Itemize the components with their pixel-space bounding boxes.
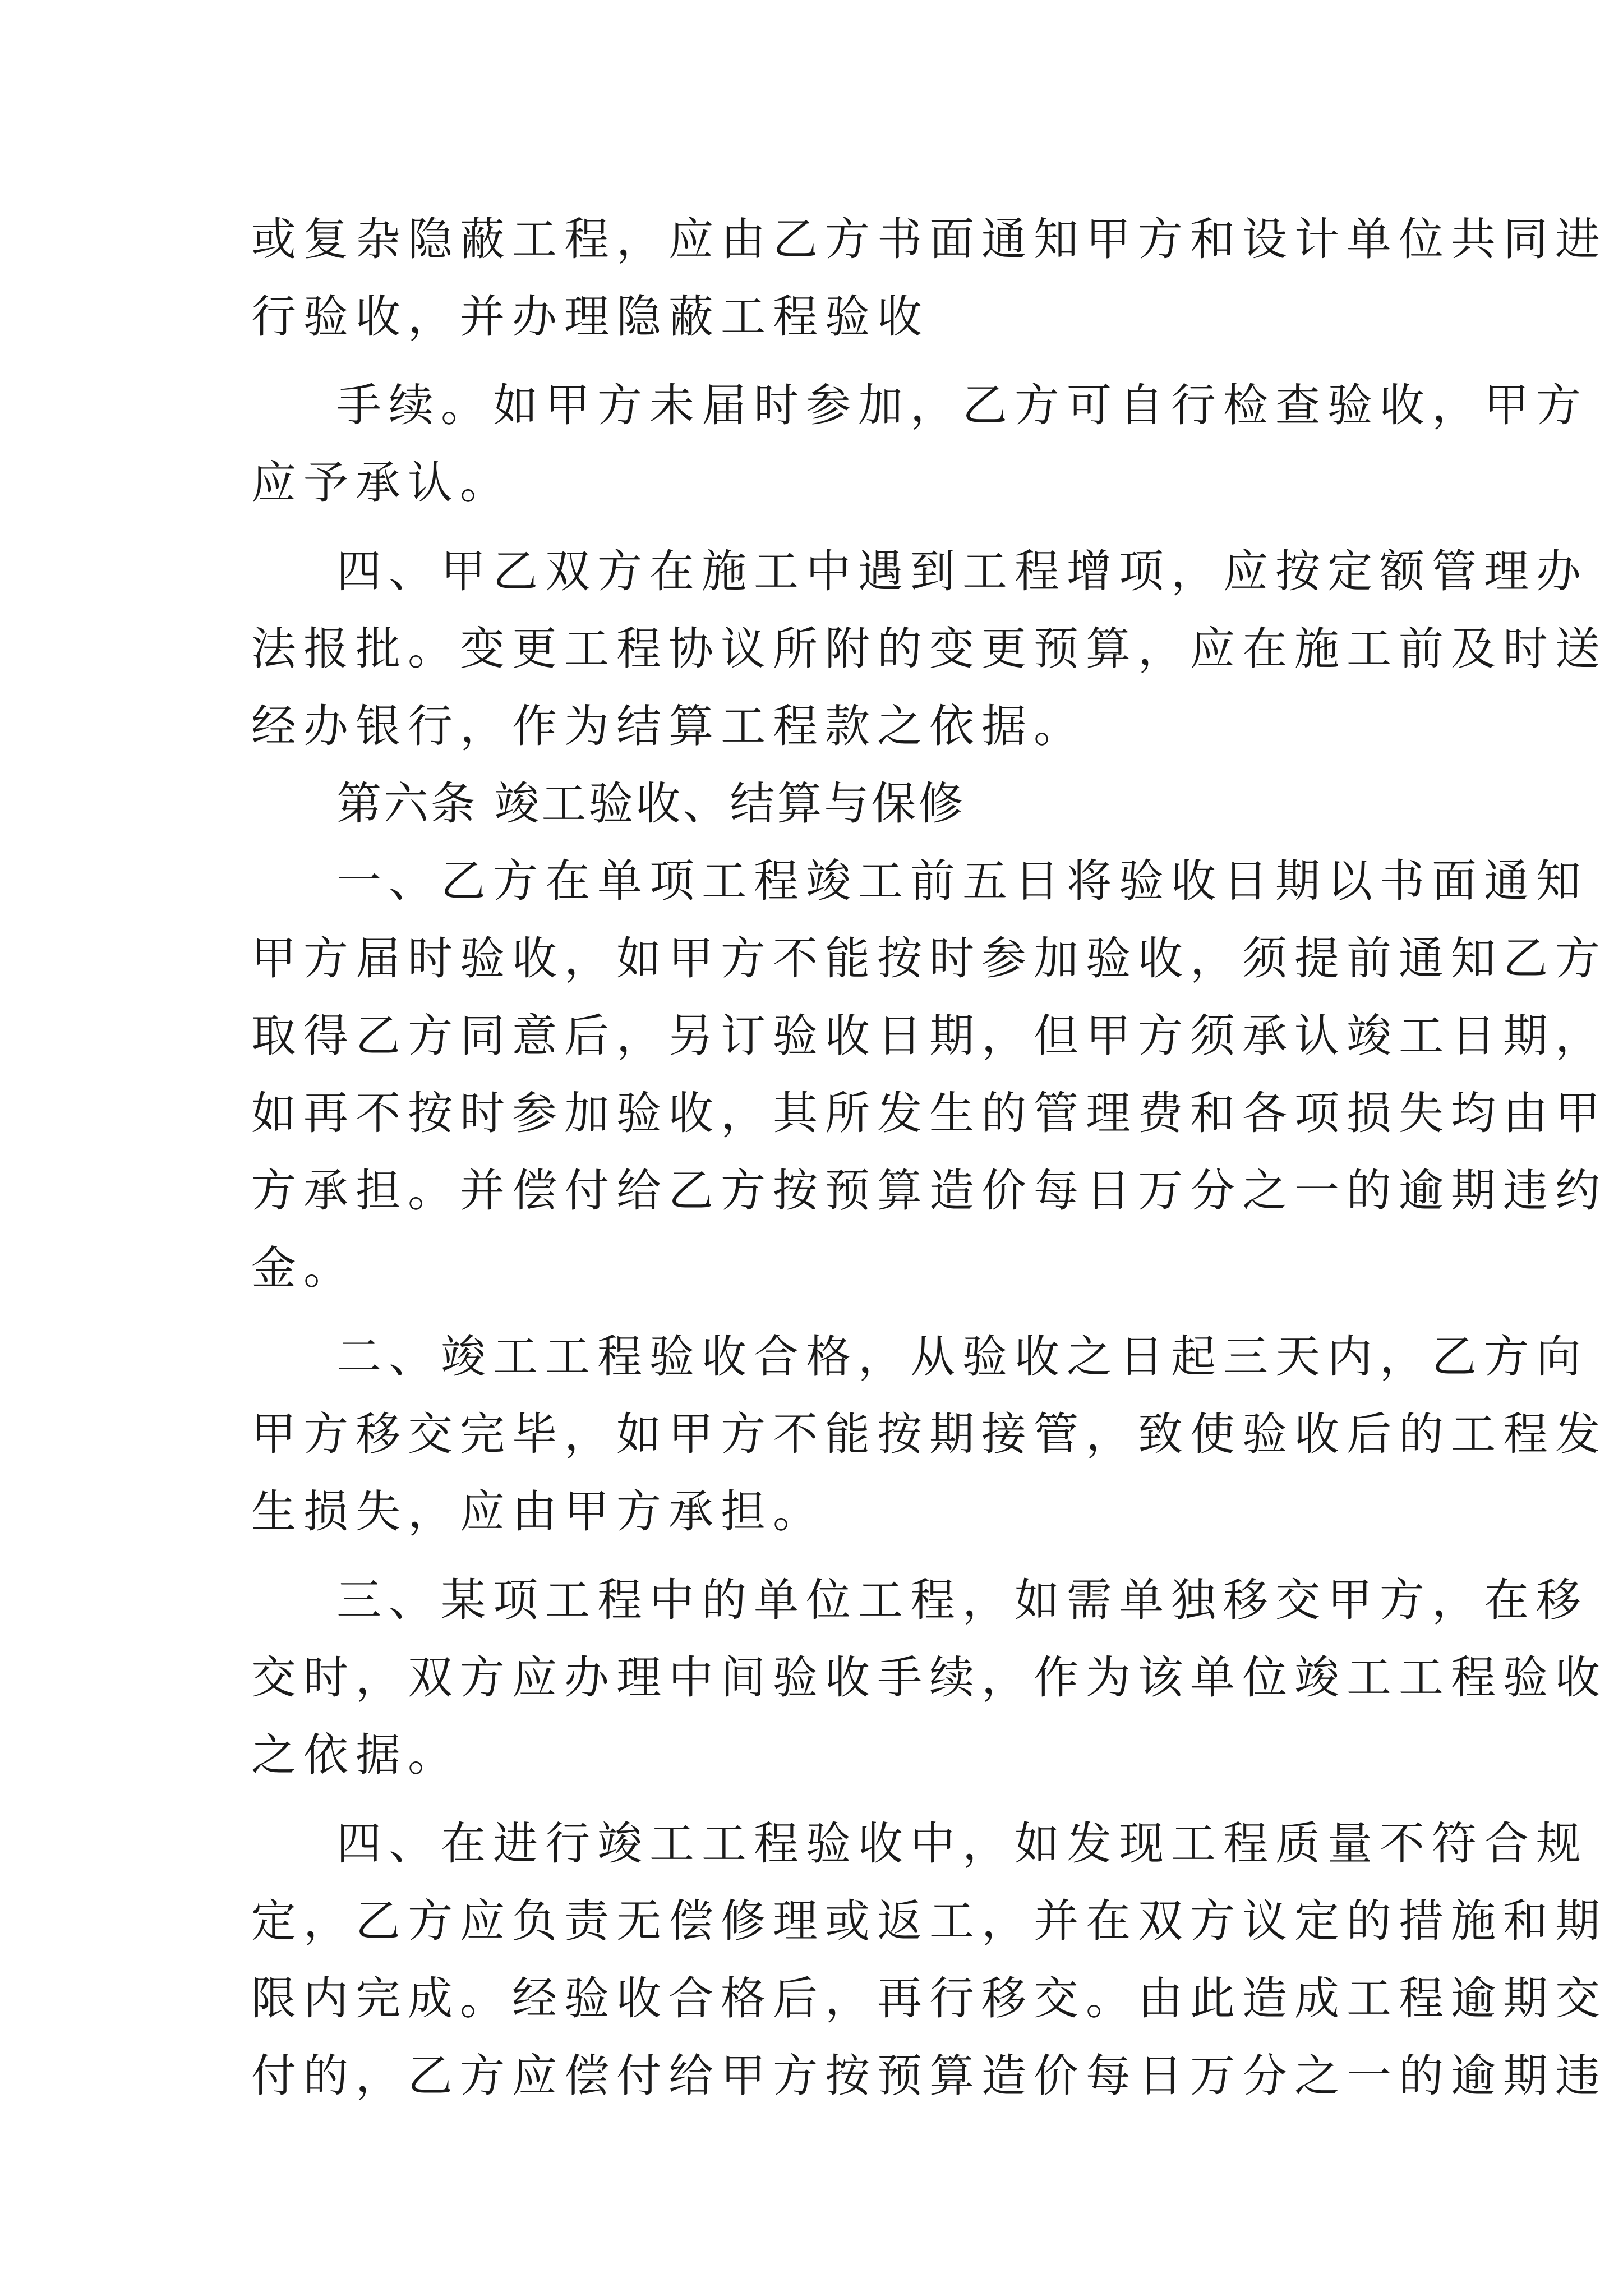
text-line: 交时，双方应办理中间验收手续，作为该单位竣工工程验收 [251, 1651, 1607, 1704]
paragraph [251, 1805, 1607, 2115]
text-line: 四、在进行竣工工程验收中，如发现工程质量不符合规 [336, 1818, 1588, 1870]
text-line: 一、乙方在单项工程竣工前五日将验收日期以书面通知 [336, 855, 1588, 907]
text-line: 行验收，并办理隐蔽工程验收 [251, 291, 929, 343]
text-line: 应予承认。 [251, 457, 512, 509]
text-line: 甲方届时验收，如甲方不能按时参加验收，须提前通知乙方 [251, 932, 1607, 984]
text-line: 甲方移交完毕，如甲方不能按期接管，致使验收后的工程发 [251, 1408, 1607, 1460]
text-line: 二、竣工工程验收合格，从验收之日起三天内，乙方向 [336, 1331, 1588, 1383]
text-line: 或复杂隐蔽工程，应由乙方书面通知甲方和设计单位共同进 [251, 213, 1607, 265]
text-line: 生损失，应由甲方承担。 [251, 1485, 825, 1538]
text-line: 方承担。并偿付给乙方按预算造价每日万分之一的逾期违约 [251, 1165, 1607, 1217]
text-line: 限内完成。经验收合格后，再行移交。由此造成工程逾期交 [251, 1972, 1607, 2024]
paragraph [251, 1318, 1607, 1550]
text-line: 法报批。变更工程协议所附的变更预算，应在施工前及时送 [251, 623, 1607, 675]
text-line: 之依据。 [251, 1729, 460, 1781]
document-body [251, 201, 1607, 2115]
paragraph [251, 201, 1607, 356]
text-line: 四、甲乙双方在施工中遇到工程增项，应按定额管理办 [336, 545, 1588, 597]
paragraph [251, 1562, 1607, 1794]
text-line: 第六条 竣工验收、结算与保修 [336, 777, 966, 830]
text-line: 金。 [251, 1242, 356, 1294]
text-line: 付的，乙方应偿付给甲方按预算造价每日万分之一的逾期违 [251, 2050, 1607, 2102]
text-line: 定，乙方应负责无偿修理或返工，并在双方议定的措施和期 [251, 1895, 1607, 1947]
text-line: 三、某项工程中的单位工程，如需单独移交甲方，在移 [336, 1574, 1588, 1626]
paragraph [251, 843, 1607, 1307]
section-heading [251, 765, 1380, 843]
text-line: 如再不按时参加验收，其所发生的管理费和各项损失均由甲 [251, 1087, 1607, 1139]
paragraph [251, 367, 1588, 522]
paragraph [251, 533, 1607, 765]
text-line: 取得乙方同意后，另订验收日期，但甲方须承认竣工日期， [251, 1010, 1607, 1062]
text-line: 手续。如甲方未届时参加，乙方可自行检查验收，甲方 [336, 379, 1588, 431]
text-line: 经办银行，作为结算工程款之依据。 [251, 700, 1086, 752]
